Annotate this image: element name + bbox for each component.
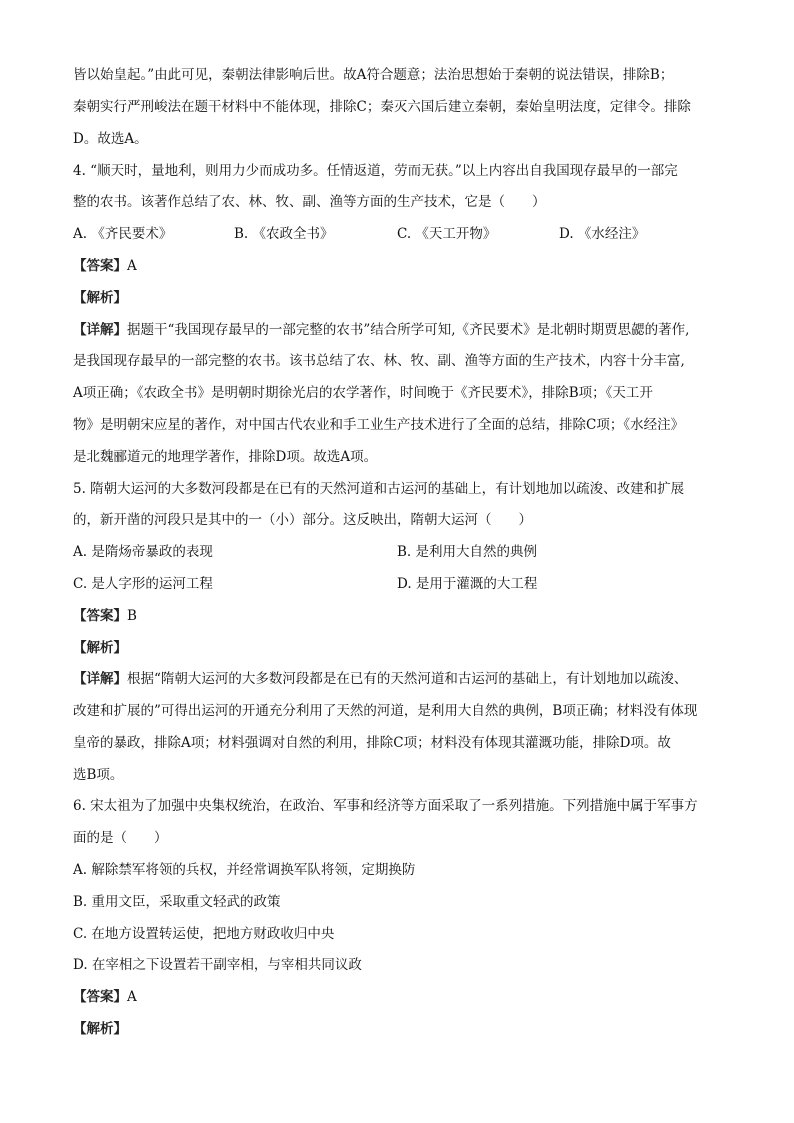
q6-option-c: C. 在地方设置转运使，把地方财政收归中央 [73, 926, 335, 942]
q5-detail-line-4: 选B项。 [73, 767, 124, 783]
q4-stem-line-1: 4. “顺天时，量地利，则用力少而成功多。任情返道，劳而无获。”以上内容出自我国现存最早的一部完 [73, 163, 678, 179]
q5-option-c: C. 是人字形的运河工程 [73, 576, 213, 592]
q5-option-b: B. 是利用大自然的典例 [397, 544, 538, 560]
q5-detail-tag: 【详解】 [73, 671, 127, 687]
q5-option-d: D. 是用于灌溉的大工程 [397, 576, 538, 592]
prev-analysis-line-1: 皆以始皇起。”由此可见，秦朝法律影响后世。故A符合题意；法治思想始于秦朝的说法错误，排除B； [73, 67, 674, 83]
q6-stem-line-1: 6. 宋太祖为了加强中央集权统治，在政治、军事和经济等方面采取了一系列措施。下列措施中属于军事方 [73, 798, 698, 814]
q4-detail-line-4: 物》是明朝宋应星的著作，对中国古代农业和手工业生产技术进行了全面的总结，排除C项；《水经注》 [73, 417, 685, 433]
q4-detail-line-5: 是北魏郦道元的地理学著作，排除D项。故选A项。 [73, 449, 378, 465]
q6-option-d: D. 在宰相之下设置若干副宰相，与宰相共同议政 [73, 957, 362, 973]
q4-option-c: C. 《天工开物》 [397, 226, 497, 242]
q6-stem-line-2: 面的是（ ） [73, 830, 168, 846]
q4-detail-line-1 [73, 321, 689, 339]
q5-detail-text-1: 根据“隋朝大运河的大多数河段都是在已有的天然河道和古运河的基础上，有计划地加以疏浚、 [127, 671, 688, 687]
q4-analysis-tag [73, 289, 127, 307]
q4-answer-value: A [127, 258, 137, 274]
q4-detail-line-3: A项正确；《农政全书》是明朝时期徐光启的农学著作，时间晚于《齐民要术》，排除B项；《天工开 [73, 385, 653, 401]
q6-analysis-label: 【解析】 [73, 1021, 127, 1037]
q6-option-a: A. 解除禁军将领的兵权，并经常调换军队将领，定期换防 [73, 862, 416, 878]
q6-answer-value: A [127, 989, 137, 1005]
q5-answer-value: B [127, 608, 137, 624]
q4-detail-tag: 【详解】 [73, 322, 127, 338]
q5-answer-line [73, 607, 137, 625]
q4-stem-line-2: 整的农书。该著作总结了农、林、牧、副、渔等方面的生产技术，它是（ ） [73, 194, 546, 210]
q5-detail-line-2: 改建和扩展的”可得出运河的开通充分利用了天然的河道，是利用大自然的典例，B项正确；材料没有体现 [73, 703, 698, 719]
q4-answer-line [73, 257, 137, 275]
prev-analysis-line-2: 秦朝实行严刑峻法在题干材料中不能体现，排除C；秦灭六国后建立秦朝，秦始皇明法度，定律令。排除 [73, 99, 691, 115]
q6-answer-tag: 【答案】 [73, 989, 127, 1005]
q5-option-a: A. 是隋炀帝暴政的表现 [73, 544, 213, 560]
q4-analysis-label: 【解析】 [73, 290, 127, 306]
q5-analysis-tag [73, 639, 127, 657]
q4-detail-text-1: 据题干“我国现存最早的一部完整的农书”结合所学可知,《齐民要术》是北朝时期贾思勰的著作, [127, 322, 690, 338]
q5-detail-line-3: 皇帝的暴政，排除A项；材料强调对自然的利用，排除C项；材料没有体现其灌溉功能，排除D项。故 [73, 735, 671, 751]
q6-analysis-tag [73, 1020, 127, 1038]
q4-option-d: D. 《水经注》 [559, 226, 646, 242]
q5-detail-line-1 [73, 670, 687, 688]
q5-answer-tag: 【答案】 [73, 608, 127, 624]
q4-option-b: B. 《农政全书》 [234, 226, 334, 242]
q5-analysis-label: 【解析】 [73, 640, 127, 656]
q4-answer-tag: 【答案】 [73, 258, 127, 274]
q5-stem-line-2: 的，新开凿的河段只是其中的一（小）部分。这反映出，隋朝大运河（ ） [73, 512, 532, 528]
q4-detail-line-2: 是我国现存最早的一部完整的农书。该书总结了农、林、牧、副、渔等方面的生产技术，内容十分丰富, [73, 353, 685, 369]
q4-option-a: A. 《齐民要术》 [73, 226, 173, 242]
prev-analysis-line-3: D。故选A。 [73, 131, 148, 147]
q6-answer-line [73, 988, 137, 1006]
q6-option-b: B. 重用文臣，采取重文轻武的政策 [73, 894, 281, 910]
q5-stem-line-1: 5. 隋朝大运河的大多数河段都是在已有的天然河道和古运河的基础上，有计划地加以疏浚、改建和扩展 [73, 481, 685, 497]
